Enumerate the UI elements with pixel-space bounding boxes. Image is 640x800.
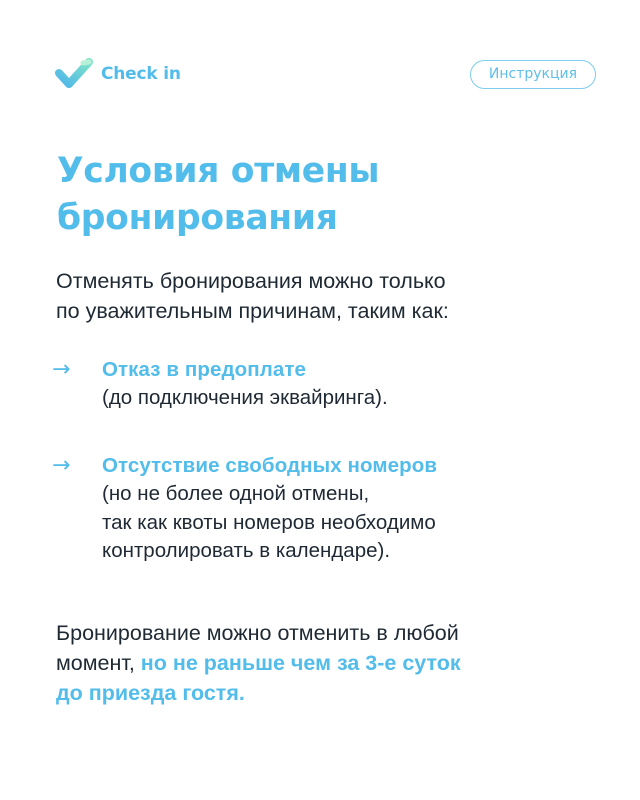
- footer-line-2: [56, 648, 616, 678]
- intro-line-2: по уважительным причинам, таким как:: [56, 299, 449, 323]
- reason-note-line: контролировать в календаре).: [102, 539, 391, 562]
- checkmark-logo-icon: [55, 57, 95, 91]
- reason-item: [52, 356, 612, 413]
- page-title: [57, 148, 597, 242]
- reason-title: Отказ в предоплате: [102, 358, 306, 381]
- reason-note-line: (но не более одной отмены,: [102, 482, 370, 505]
- logo-text: Check in: [101, 64, 181, 84]
- footer-highlight: но не раньше чем за 3-е суток: [140, 651, 461, 675]
- reason-title: Отсутствие свободных номеров: [102, 454, 438, 477]
- title-line-2: бронирования: [57, 198, 338, 238]
- instruction-badge[interactable]: Инструкция: [470, 60, 596, 89]
- reason-body: [94, 356, 612, 413]
- footer-line-1: Бронирование можно отменить в любой: [56, 621, 459, 645]
- reason-note-line: (до подключения эквайринга).: [102, 386, 388, 409]
- footer-line-2-plain: момент,: [56, 651, 141, 675]
- logo[interactable]: [55, 57, 181, 91]
- intro-line-1: Отменять бронирования можно только: [56, 269, 446, 293]
- reason-note-line: так как квоты номеров необходимо: [102, 510, 436, 534]
- intro-text: [56, 266, 616, 326]
- title-line-1: Условия отмены: [57, 151, 380, 191]
- footer-text: [56, 618, 616, 708]
- arrow-right-icon: →: [52, 357, 71, 382]
- reason-item: [52, 452, 612, 566]
- reason-body: [94, 452, 612, 566]
- header: [55, 50, 596, 98]
- arrow-right-icon: →: [52, 453, 71, 478]
- footer-highlight-line-3: до приезда гостя.: [56, 681, 245, 705]
